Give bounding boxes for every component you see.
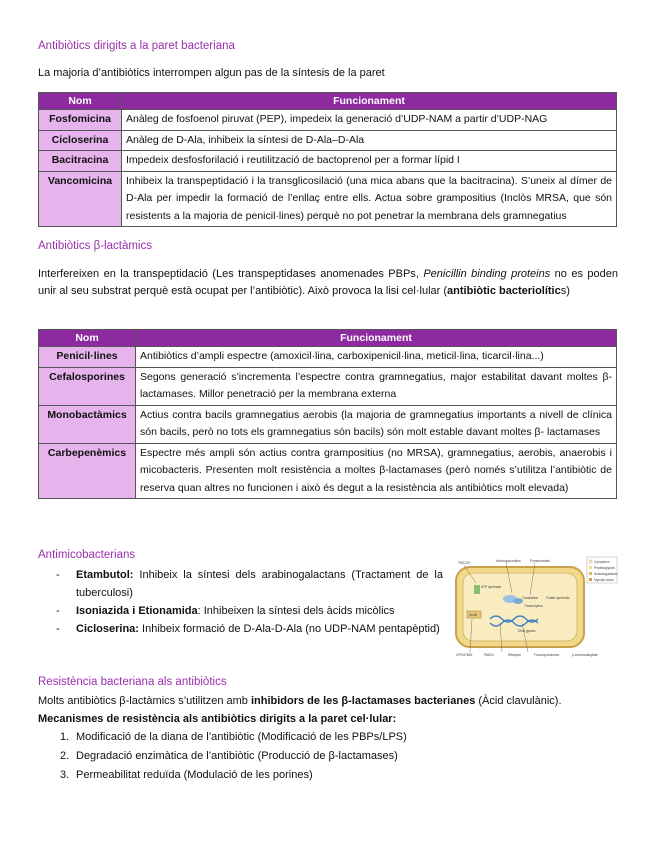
header-funcionament: Funcionament [136, 330, 617, 347]
fig-label: Rifampin [508, 653, 522, 657]
fig-label: Arabinogalactan [594, 572, 618, 576]
mycobacterium-targets-figure [450, 555, 618, 660]
legend-swatch [589, 572, 592, 575]
fig-label: Fluoroquinolones [534, 653, 560, 657]
item-text: Inhibeix la síntesi dels arabinogalactans (Tractament de la tuberculosi) [76, 569, 443, 599]
table-row [39, 130, 617, 151]
section-intro: La majoria d’antibiòtics interrompen algun pas de la síntesis de la paret [38, 67, 385, 79]
drug-description: Anàleg de D-Ala, inhibeix la síntesi de D-Ala–D-Ala [122, 130, 617, 151]
table-row [39, 347, 617, 368]
fig-label: ATP synthase [481, 585, 502, 589]
table-row [39, 367, 617, 405]
fig-label: TMC207 [458, 561, 471, 565]
para-bold: antibiòtic bacteriolític [447, 285, 561, 297]
item-number: 2. [60, 750, 70, 762]
fig-label: Mycolic acids [594, 578, 614, 582]
fig-label: Peptidoglycan [594, 566, 615, 570]
item-text: Permeabilitat reduïda (Modulació de les porines) [76, 769, 313, 781]
drug-name: Bacitracina [39, 151, 122, 172]
table-row [39, 171, 617, 227]
fig-label: Cytoplasm [594, 560, 610, 564]
list-item [38, 566, 443, 602]
list-item [38, 602, 443, 620]
header-funcionament: Funcionament [122, 93, 617, 110]
para-text: Molts antibiòtics β-lactàmics s’utilitzen amb [38, 695, 251, 707]
fig-label: NcaB [469, 613, 478, 617]
section-heading-cell-wall: Antibiòtics dirigits a la paret bacteriana [38, 40, 235, 52]
table-row [39, 405, 617, 443]
fig-label: OPC67683 [456, 653, 473, 657]
fig-label: Aminoglycosides [496, 559, 521, 563]
list-item [38, 620, 443, 638]
fig-label: p-Aminosalicylate [572, 653, 598, 657]
header-nom: Nom [39, 93, 122, 110]
resistance-mechanisms-list [38, 728, 407, 785]
beta-lactam-paragraph [38, 266, 618, 300]
drug-name: Cefalosporines [39, 367, 136, 405]
item-term: Isoniazida i Etionamida [76, 605, 198, 617]
item-text: Degradació enzimàtica de l’antibiòtic (Producció de β-lactamases) [76, 750, 398, 762]
fig-label: DNA gyrase [518, 629, 536, 633]
legend-swatch [589, 560, 592, 563]
legend-swatch [589, 578, 592, 581]
list-item [38, 747, 407, 766]
item-term: Cicloserina: [76, 623, 139, 635]
drug-name: Penicil·lines [39, 347, 136, 368]
drug-description: Segons generació s’incrementa l’espectre contra gramnegatius, major estabilitat davant moltes β- lactamases. Millor penetració per la membrana externa [136, 367, 617, 405]
beta-lactam-table [38, 329, 617, 499]
drug-description: Espectre més ampli són actius contra grampositius (no MRSA), gramnegatius, aerobis, anaerobis i micobacteris. Presenten molt resistència a moltes β-lactamases (però només s’utilitza l’antibiòtic de reserva quan altres no funcionen i això és degut a la resistència als antibiòtics molt elevada) [136, 443, 617, 499]
list-item [38, 766, 407, 785]
item-number: 1. [60, 731, 70, 743]
drug-name: Monobactàmics [39, 405, 136, 443]
fig-label: Transcription [524, 604, 543, 608]
drug-description: Anàleg de fosfoenol piruvat (PEP), impedeix la generació d’UDP-NAM a partir d’UDP-NAG [122, 110, 617, 131]
table-row [39, 443, 617, 499]
fig-label: Translation [522, 596, 539, 600]
para-text: Interfereixen en la transpeptidació (Les transpeptidases anomenades PBPs, [38, 268, 424, 280]
para-text: no es poden unir al seu substrat perquè està ocupat per l’antibiòtic). Això provoca la lisi cel·lular ( [38, 268, 618, 297]
para-text: (Àcid clavulànic). [475, 695, 562, 707]
table-row [39, 110, 617, 131]
drug-name: Vancomicina [39, 171, 122, 227]
drug-description: Actius contra bacils gramnegatius aerobis (la majoria de gramnegatius importants a nivell de clínica són bacils, però no tots els gramnegatius són bacils) són molt estable davant moltes β- lactamases [136, 405, 617, 443]
legend-swatch [589, 566, 592, 569]
section-heading-resistance: Resistència bacteriana als antibiòtics [38, 676, 227, 688]
drug-name: Cicloserina [39, 130, 122, 151]
item-text: Inhibeix formació de D-Ala-D-Ala (no UDP-NAM pentapèptid) [138, 623, 440, 635]
item-number: 3. [60, 769, 70, 781]
drug-description: Inhibeix la transpeptidació i la transglicosilació (una mica abans que la bacitracina). S’uneix al dímer de D-Ala per impedir la formació de l’enllaç entre ells. Actua sobre grampositius (Inclòs MRSA, que són resistents a la majoria de penicil·lines) perquè no pot penetrar la membrana dels gramnegatius [122, 171, 617, 227]
drug-name: Fosfomicina [39, 110, 122, 131]
list-item [38, 728, 407, 747]
antimycobacterial-list [38, 566, 443, 638]
cell-wall-table [38, 92, 617, 227]
fig-label: PA824 [484, 653, 494, 657]
para-bold: inhibidors de les β-lactamases bacterianes [250, 695, 476, 707]
resistance-subheading: Mecanismes de resistència als antibiòtics dirigits a la paret cel·lular: [38, 713, 397, 725]
table-header-row [39, 330, 617, 347]
resistance-paragraph [38, 693, 618, 710]
drug-name: Carbepenèmics [39, 443, 136, 499]
section-heading-beta-lactam: Antibiòtics β-lactàmics [38, 240, 152, 252]
item-text: : Inhibeixen la síntesi dels àcids micòlics [197, 605, 395, 617]
item-text: Modificació de la diana de l’antibiòtic (Modificació de les PBPs/LPS) [76, 731, 407, 743]
drug-description: Antibiòtics d’ampli espectre (amoxicil·lina, carboxipenicil·lina, meticil·lina, ticarcil·lina...) [136, 347, 617, 368]
table-header-row [39, 93, 617, 110]
fig-label: Folate synthesis [546, 596, 570, 600]
item-term: Etambutol: [76, 569, 134, 581]
fig-label: Pyrazinamide [530, 559, 550, 563]
header-nom: Nom [39, 330, 136, 347]
para-italic: Penicillin binding proteins [423, 268, 551, 280]
atp-synthase-icon [474, 585, 480, 594]
table-row [39, 151, 617, 172]
drug-description: Impedeix desfosforilació i reutilització de bactoprenol per a formar lípid I [122, 151, 617, 172]
para-text: s) [560, 285, 570, 297]
section-heading-antimycobacterial: Antimicobacterians [38, 549, 136, 561]
